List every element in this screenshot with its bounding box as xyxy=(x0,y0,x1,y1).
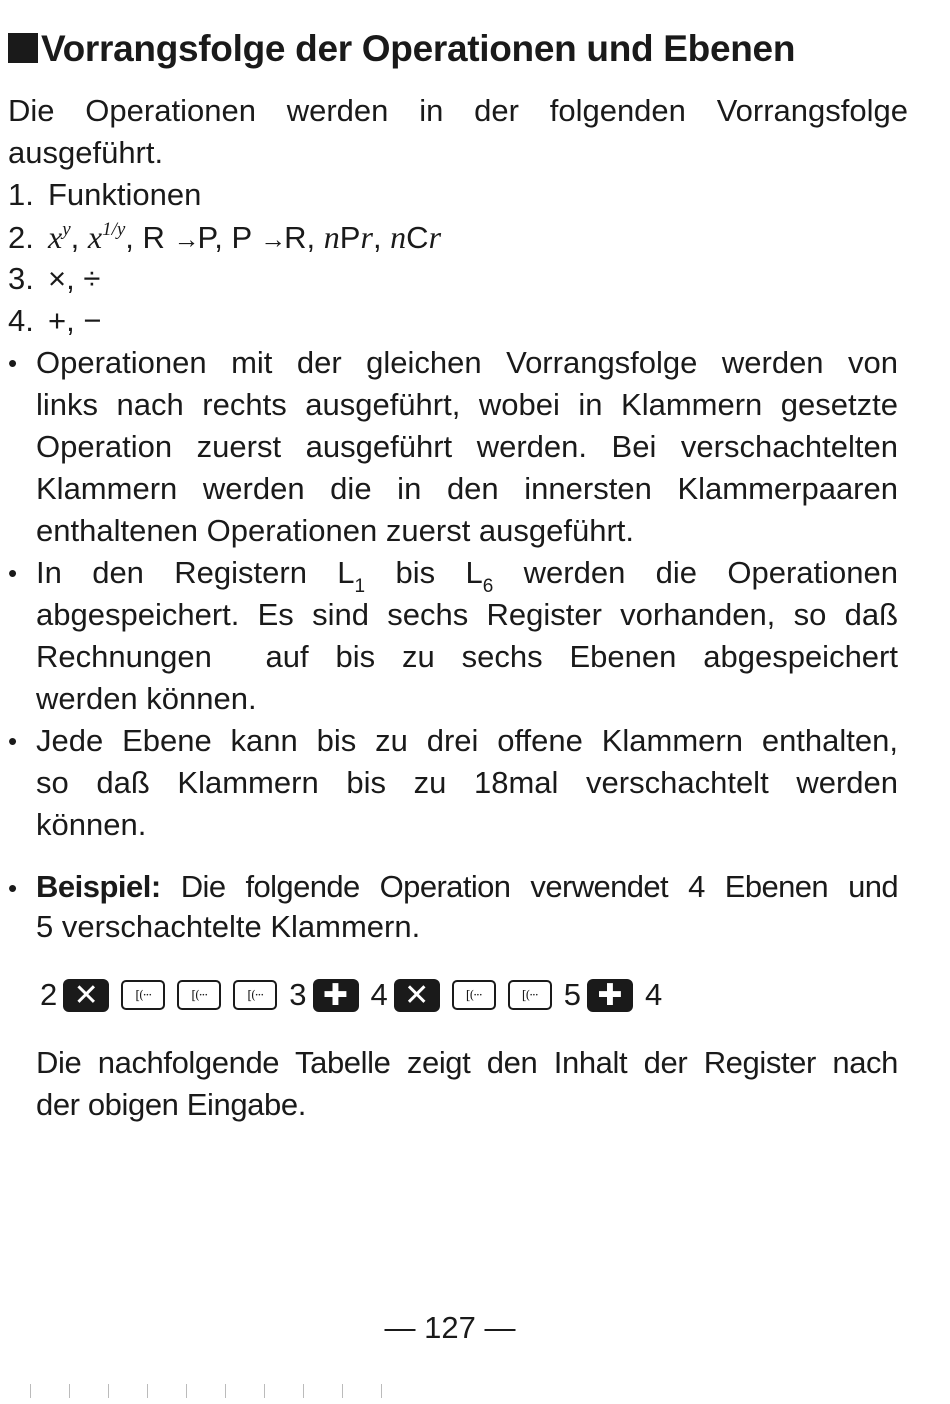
page-number: — 127 — xyxy=(384,1310,516,1345)
example-line-1: Beispiel: Die folgende Operation verwendet 4 Ebenen und xyxy=(36,869,898,904)
open-paren-key-icon: [(··· xyxy=(508,980,552,1010)
list-number: 4. xyxy=(8,303,34,338)
bullet-line: Operationen mit der gleichen Vorrangsfolge werden von xyxy=(36,345,898,380)
separator: , R xyxy=(125,220,174,255)
bullet-item xyxy=(8,342,898,552)
math-r: r xyxy=(428,219,442,255)
open-paren-key-icon: [(··· xyxy=(177,980,221,1010)
subscript: 6 xyxy=(482,576,494,597)
list-text: ×, ÷ xyxy=(48,261,101,296)
digit: 2 xyxy=(40,977,58,1012)
math-r: r xyxy=(360,219,373,255)
bullet-line: enthaltenen Operationen zuerst ausgeführt. xyxy=(36,513,635,548)
text-fragment: P xyxy=(339,220,361,255)
intro-line-2: ausgeführt. xyxy=(8,135,164,170)
math-x: $x^y$ xyxy=(48,219,71,255)
bullet-line: werden können. xyxy=(36,681,257,716)
list-item xyxy=(8,258,441,300)
bullet-item xyxy=(8,552,898,720)
multiply-key-icon: ✕ xyxy=(394,979,440,1012)
open-paren-key-icon: [(··· xyxy=(233,980,277,1010)
key-sequence xyxy=(36,970,668,1020)
subscript: 1 xyxy=(354,576,366,597)
bullet-dot-icon: • xyxy=(8,726,18,756)
digit: 4 xyxy=(645,977,663,1012)
plus-key-icon: ✚ xyxy=(313,979,359,1012)
arrow-right-icon: → xyxy=(173,224,198,254)
bullet-line: In den Registern $L_1$ bis $L_6$ werden die Operationen xyxy=(36,555,898,597)
list-item xyxy=(8,216,441,258)
bullet-line: abgespeichert. Es sind sechs Register vorhanden, so daß xyxy=(36,597,898,632)
precedence-list xyxy=(8,174,441,342)
math-x-root: $x^{1/y}$ xyxy=(87,219,126,255)
list-number: 2. xyxy=(8,220,34,255)
bullet-line: Jede Ebene kann bis zu drei offene Klammern enthalten, xyxy=(36,723,898,758)
digit: 5 xyxy=(563,977,581,1012)
text-fragment: R, xyxy=(284,220,324,255)
after-line-1: Die nachfolgende Tabelle zeigt den Inhalt der Register nach xyxy=(36,1045,898,1080)
open-paren-key-icon: [(··· xyxy=(452,980,496,1010)
bullet-line: können. xyxy=(36,807,147,842)
heading-square-icon xyxy=(8,33,38,63)
math-n: n xyxy=(390,219,407,255)
list-item xyxy=(8,300,441,342)
text-fragment: P, P xyxy=(197,220,261,255)
list-text: +, − xyxy=(48,303,102,338)
section-heading xyxy=(8,28,795,70)
bullet-dot-icon: • xyxy=(8,873,18,903)
example-line-2: 5 verschachtelte Klammern. xyxy=(36,909,421,944)
math-n: n xyxy=(323,219,340,255)
text-fragment: C xyxy=(406,220,429,255)
bullet-line: links nach rechts ausgeführt, wobei in Klammern gesetzte xyxy=(36,387,898,422)
intro-line-1: Die Operationen werden in der folgenden Vorrangsfolge xyxy=(8,93,908,128)
bullet-item xyxy=(8,720,898,846)
arrow-right-icon: → xyxy=(260,224,285,254)
plus-key-icon: ✚ xyxy=(587,979,633,1012)
bullet-list xyxy=(8,342,898,846)
example-label: Beispiel: xyxy=(36,869,161,904)
bullet-dot-icon: • xyxy=(8,348,18,378)
bullet-line: Rechnungen auf bis zu sechs Ebenen abgespeichert xyxy=(36,639,898,674)
example-block xyxy=(8,867,898,947)
open-paren-key-icon: [(··· xyxy=(121,980,165,1010)
digit: 4 xyxy=(370,977,388,1012)
separator: , xyxy=(372,220,391,255)
digit: 3 xyxy=(289,977,307,1012)
bullet-line: so daß Klammern bis zu 18mal verschachtelt werden xyxy=(36,765,898,800)
list-item xyxy=(8,174,441,216)
bullet-line: Klammern werden die in den innersten Klammerpaaren xyxy=(36,471,898,506)
after-paragraph xyxy=(36,1042,898,1126)
bullet-line: Operation zuerst ausgeführt werden. Bei verschachtelten xyxy=(36,429,898,464)
bullet-dot-icon: • xyxy=(8,558,18,588)
after-line-2: der obigen Eingabe. xyxy=(36,1087,306,1122)
bullet-item xyxy=(8,867,898,947)
intro-paragraph xyxy=(8,90,908,174)
list-number: 1. xyxy=(8,177,34,212)
separator: , xyxy=(70,220,88,255)
list-number: 3. xyxy=(8,261,34,296)
scan-marks xyxy=(30,1384,420,1398)
list-text: Funktionen xyxy=(48,177,202,212)
heading-text: Vorrangsfolge der Operationen und Ebenen xyxy=(41,28,796,69)
multiply-key-icon: ✕ xyxy=(63,979,109,1012)
